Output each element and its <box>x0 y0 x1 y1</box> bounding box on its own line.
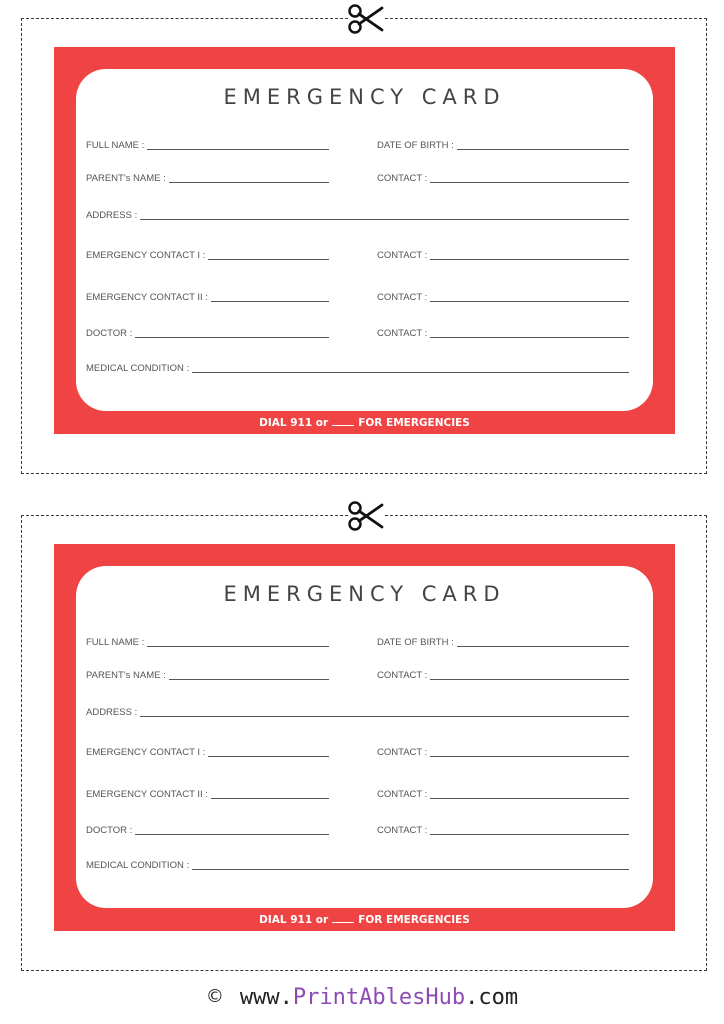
full-name-field[interactable] <box>86 137 329 151</box>
emergency-contact-1-label: EMERGENCY CONTACT I : <box>86 747 206 758</box>
emergency-contact-1-label: EMERGENCY CONTACT I : <box>86 250 206 261</box>
brand-name: PrintAblesHub <box>292 985 466 1010</box>
contact-label: CONTACT : <box>377 292 428 303</box>
copyright-symbol: © <box>205 986 224 1007</box>
emergency-contact-2-line <box>211 301 329 302</box>
scissors-icon <box>348 3 384 35</box>
medical-condition-label: MEDICAL CONDITION : <box>86 860 190 871</box>
parents-name-field[interactable] <box>86 170 329 184</box>
emergency-contact-1-line <box>208 756 329 757</box>
medical-condition-label: MEDICAL CONDITION : <box>86 363 190 374</box>
medical-condition-field[interactable] <box>86 360 629 374</box>
footer-prefix: DIAL 911 or <box>259 417 329 429</box>
cut-frame <box>21 515 707 971</box>
footer-suffix: FOR EMERGENCIES <box>358 417 470 429</box>
contact-line <box>430 259 629 260</box>
contact-line <box>430 834 629 835</box>
emergency-contact-2-field[interactable] <box>86 786 329 800</box>
emergency-card <box>54 544 675 931</box>
address-label: ADDRESS : <box>86 707 138 718</box>
contact-label: CONTACT : <box>377 328 428 339</box>
full-name-field[interactable] <box>86 634 329 648</box>
contact-line <box>430 798 629 799</box>
doctor-label: DOCTOR : <box>86 825 133 836</box>
contact-field[interactable] <box>377 325 629 339</box>
contact-field[interactable] <box>377 247 629 261</box>
full-name-line <box>147 149 329 150</box>
address-line <box>140 219 629 220</box>
date-of-birth-label: DATE OF BIRTH : <box>377 140 454 151</box>
contact-label: CONTACT : <box>377 670 428 681</box>
date-of-birth-line <box>457 646 629 647</box>
contact-line <box>430 182 629 183</box>
card-title: EMERGENCY CARD <box>223 85 506 109</box>
parents-name-field[interactable] <box>86 667 329 681</box>
card-body <box>76 566 653 908</box>
contact-line <box>430 301 629 302</box>
doctor-field[interactable] <box>86 822 329 836</box>
parents-name-line <box>169 679 329 680</box>
contact-field[interactable] <box>377 786 629 800</box>
medical-condition-line <box>192 372 629 373</box>
contact-field[interactable] <box>377 822 629 836</box>
contact-label: CONTACT : <box>377 173 428 184</box>
doctor-label: DOCTOR : <box>86 328 133 339</box>
contact-line <box>430 679 629 680</box>
address-field[interactable] <box>86 207 629 221</box>
contact-label: CONTACT : <box>377 250 428 261</box>
footer-prefix: DIAL 911 or <box>259 914 329 926</box>
emergency-contact-2-label: EMERGENCY CONTACT II : <box>86 789 208 800</box>
card-title: EMERGENCY CARD <box>223 582 506 606</box>
date-of-birth-field[interactable] <box>377 634 629 648</box>
credit-prefix: www. <box>239 985 293 1010</box>
site-credit <box>0 985 724 1010</box>
credit-suffix: .com <box>465 985 519 1010</box>
contact-field[interactable] <box>377 289 629 303</box>
emergency-contact-2-line <box>211 798 329 799</box>
contact-field[interactable] <box>377 170 629 184</box>
contact-line <box>430 337 629 338</box>
address-field[interactable] <box>86 704 629 718</box>
doctor-field[interactable] <box>86 325 329 339</box>
emergency-contact-2-label: EMERGENCY CONTACT II : <box>86 292 208 303</box>
emergency-contact-1-line <box>208 259 329 260</box>
contact-label: CONTACT : <box>377 825 428 836</box>
parents-name-label: PARENT's NAME : <box>86 670 166 681</box>
footer-suffix: FOR EMERGENCIES <box>358 914 470 926</box>
date-of-birth-field[interactable] <box>377 137 629 151</box>
address-label: ADDRESS : <box>86 210 138 221</box>
contact-field[interactable] <box>377 667 629 681</box>
doctor-line <box>135 834 329 835</box>
address-line <box>140 716 629 717</box>
contact-field[interactable] <box>377 744 629 758</box>
footer-blank-line <box>332 425 354 426</box>
emergency-card <box>54 47 675 434</box>
card-body <box>76 69 653 411</box>
parents-name-line <box>169 182 329 183</box>
full-name-label: FULL NAME : <box>86 637 145 648</box>
doctor-line <box>135 337 329 338</box>
medical-condition-field[interactable] <box>86 857 629 871</box>
date-of-birth-label: DATE OF BIRTH : <box>377 637 454 648</box>
full-name-line <box>147 646 329 647</box>
emergency-footer <box>54 914 675 926</box>
emergency-footer <box>54 417 675 429</box>
contact-label: CONTACT : <box>377 789 428 800</box>
contact-line <box>430 756 629 757</box>
emergency-contact-1-field[interactable] <box>86 247 329 261</box>
footer-blank-line <box>332 922 354 923</box>
emergency-contact-2-field[interactable] <box>86 289 329 303</box>
cut-frame <box>21 18 707 474</box>
scissors-icon <box>348 500 384 532</box>
parents-name-label: PARENT's NAME : <box>86 173 166 184</box>
full-name-label: FULL NAME : <box>86 140 145 151</box>
date-of-birth-line <box>457 149 629 150</box>
medical-condition-line <box>192 869 629 870</box>
emergency-contact-1-field[interactable] <box>86 744 329 758</box>
contact-label: CONTACT : <box>377 747 428 758</box>
